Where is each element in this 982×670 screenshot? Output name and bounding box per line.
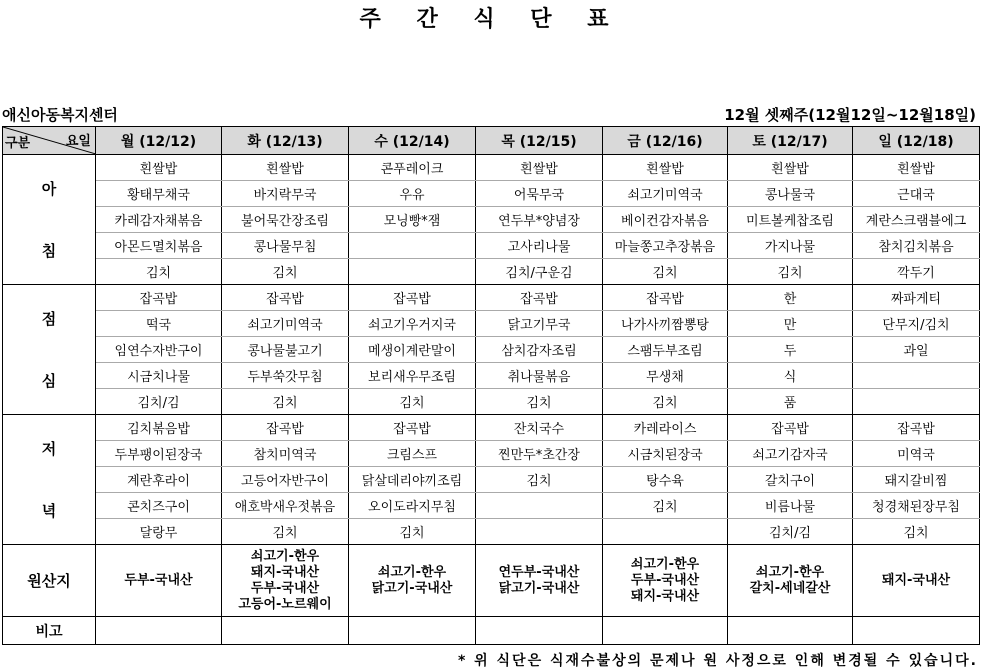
menu-item: 시금치된장국 <box>603 441 728 467</box>
day-header: 토 (12/17) <box>728 127 853 155</box>
menu-item: 콘푸레이크 <box>349 155 476 181</box>
menu-item: 김치/김 <box>728 519 853 545</box>
menu-item: 두 <box>728 337 853 363</box>
origin-cell <box>349 545 476 617</box>
menu-item: 잡곡밥 <box>728 415 853 441</box>
lunch-label <box>3 285 96 415</box>
menu-item: 두부쑥갓무침 <box>222 363 349 389</box>
menu-item: 쇠고기미역국 <box>603 181 728 207</box>
origin-row <box>3 545 980 617</box>
week-range: 12월 셋째주(12월12일~12월18일) <box>724 106 976 124</box>
menu-item <box>853 363 980 389</box>
dinner-row <box>3 519 980 545</box>
origin-line: 닭고기-국내산 <box>371 580 453 596</box>
lunch-row <box>3 311 980 337</box>
menu-item: 연두부*양념장 <box>476 207 603 233</box>
menu-item: 근대국 <box>853 181 980 207</box>
breakfast-row <box>3 233 980 259</box>
menu-item: 김치 <box>728 259 853 285</box>
dinner-label-top: 저 <box>41 439 57 458</box>
menu-item: 고등어자반구이 <box>222 467 349 493</box>
origin-line: 쇠고기-한우 <box>250 548 320 564</box>
note-cell <box>603 617 728 645</box>
menu-item: 카레감자채볶음 <box>96 207 222 233</box>
breakfast-row <box>3 259 980 285</box>
menu-item: 김치 <box>603 259 728 285</box>
menu-table <box>2 126 980 645</box>
origin-line: 쇠고기-한우 <box>755 564 825 580</box>
menu-item: 흰쌀밥 <box>96 155 222 181</box>
day-header: 목 (12/15) <box>476 127 603 155</box>
note-cell <box>222 617 349 645</box>
menu-item: 흰쌀밥 <box>222 155 349 181</box>
day-header: 일 (12/18) <box>853 127 980 155</box>
lunch-label-top: 점 <box>41 309 57 328</box>
menu-item: 김치/김 <box>96 389 222 415</box>
menu-item: 김치 <box>222 389 349 415</box>
menu-item: 김치 <box>349 519 476 545</box>
lunch-row <box>3 389 980 415</box>
menu-item: 계란스크램블에그 <box>853 207 980 233</box>
menu-item: 메생이계란말이 <box>349 337 476 363</box>
note-label: 비고 <box>3 617 96 645</box>
origin-line: 쇠고기-한우 <box>630 556 700 572</box>
menu-item: 잡곡밥 <box>603 285 728 311</box>
menu-item: 취나물볶음 <box>476 363 603 389</box>
menu-item: 황태무채국 <box>96 181 222 207</box>
dinner-label-bottom: 녁 <box>41 501 57 520</box>
menu-item: 잡곡밥 <box>96 285 222 311</box>
menu-item: 콩나물무침 <box>222 233 349 259</box>
menu-item: 잔치국수 <box>476 415 603 441</box>
header-row <box>3 127 980 155</box>
lunch-row <box>3 363 980 389</box>
menu-item: 스팸두부조림 <box>603 337 728 363</box>
menu-item: 짜파게티 <box>853 285 980 311</box>
origin-line: 돼지-국내산 <box>250 564 320 580</box>
menu-item: 김치 <box>853 519 980 545</box>
note-cell <box>476 617 603 645</box>
menu-item: 깍두기 <box>853 259 980 285</box>
day-header: 금 (12/16) <box>603 127 728 155</box>
origin-cell <box>476 545 603 617</box>
origin-line: 두부-국내산 <box>124 572 193 588</box>
menu-item: 식 <box>728 363 853 389</box>
menu-item: 미역국 <box>853 441 980 467</box>
menu-item: 참치미역국 <box>222 441 349 467</box>
menu-item: 어묵무국 <box>476 181 603 207</box>
origin-line: 쇠고기-한우 <box>377 564 447 580</box>
menu-item: 김치 <box>476 467 603 493</box>
page-title: 주 간 식 단 표 <box>359 7 623 32</box>
menu-item: 무생채 <box>603 363 728 389</box>
menu-item: 과일 <box>853 337 980 363</box>
origin-line: 고등어-노르웨이 <box>238 596 332 612</box>
menu-item: 콩나물국 <box>728 181 853 207</box>
breakfast-label <box>3 155 96 285</box>
menu-item: 김치볶음밥 <box>96 415 222 441</box>
origin-line: 연두부-국내산 <box>498 564 580 580</box>
menu-item: 바지락무국 <box>222 181 349 207</box>
corner-label-category: 구분 <box>5 136 31 151</box>
menu-item: 우유 <box>349 181 476 207</box>
menu-item <box>603 519 728 545</box>
dinner-row <box>3 415 980 441</box>
origin-cell <box>603 545 728 617</box>
menu-item: 김치/구운김 <box>476 259 603 285</box>
note-row <box>3 617 980 645</box>
menu-item: 김치 <box>349 389 476 415</box>
menu-item <box>476 519 603 545</box>
lunch-row <box>3 285 980 311</box>
menu-item: 품 <box>728 389 853 415</box>
origin-line: 갈치-세네갈산 <box>749 580 831 596</box>
menu-item <box>853 389 980 415</box>
menu-item: 김치 <box>603 493 728 519</box>
menu-item: 김치 <box>222 259 349 285</box>
note-cell <box>96 617 222 645</box>
note-cell <box>349 617 476 645</box>
menu-item: 김치 <box>222 519 349 545</box>
day-header: 수 (12/14) <box>349 127 476 155</box>
footnote: * 위 식단은 식재수불상의 문제나 원 사정으로 인해 변경될 수 있습니다. <box>457 653 978 669</box>
menu-item: 잡곡밥 <box>222 285 349 311</box>
menu-item: 시금치나물 <box>96 363 222 389</box>
menu-item: 두부팽이된장국 <box>96 441 222 467</box>
menu-item: 크림스프 <box>349 441 476 467</box>
menu-item: 김치 <box>96 259 222 285</box>
breakfast-label-bottom: 침 <box>41 241 57 260</box>
dinner-row <box>3 441 980 467</box>
menu-item: 베이컨감자볶음 <box>603 207 728 233</box>
origin-line: 돼지-국내산 <box>881 572 951 588</box>
menu-item: 불어묵간장조림 <box>222 207 349 233</box>
menu-item: 미트볼케찹조림 <box>728 207 853 233</box>
menu-item: 닭살데리야끼조림 <box>349 467 476 493</box>
menu-item: 나가사끼짬뽕탕 <box>603 311 728 337</box>
breakfast-row <box>3 207 980 233</box>
menu-item: 달랑무 <box>96 519 222 545</box>
menu-item: 쇠고기미역국 <box>222 311 349 337</box>
menu-item: 콘치즈구이 <box>96 493 222 519</box>
dinner-row <box>3 467 980 493</box>
menu-item: 임연수자반구이 <box>96 337 222 363</box>
menu-item: 모닝빵*잼 <box>349 207 476 233</box>
corner-label-day: 요일 <box>65 134 91 149</box>
menu-item: 콩나물불고기 <box>222 337 349 363</box>
menu-item: 쇠고기우거지국 <box>349 311 476 337</box>
breakfast-row <box>3 181 980 207</box>
menu-item: 탕수육 <box>603 467 728 493</box>
menu-item: 보리새우무조림 <box>349 363 476 389</box>
menu-item: 떡국 <box>96 311 222 337</box>
menu-item: 오이도라지무침 <box>349 493 476 519</box>
origin-label: 원산지 <box>3 545 96 617</box>
menu-item: 찐만두*초간장 <box>476 441 603 467</box>
lunch-row <box>3 337 980 363</box>
menu-item: 흰쌀밥 <box>603 155 728 181</box>
menu-item: 참치김치볶음 <box>853 233 980 259</box>
menu-item: 닭고기무국 <box>476 311 603 337</box>
breakfast-label-top: 아 <box>41 179 57 198</box>
origin-line: 두부-국내산 <box>630 572 700 588</box>
menu-item: 아몬드멸치볶음 <box>96 233 222 259</box>
menu-item: 쇠고기감자국 <box>728 441 853 467</box>
menu-item: 고사리나물 <box>476 233 603 259</box>
menu-item: 삼치감자조림 <box>476 337 603 363</box>
corner-header <box>3 127 96 155</box>
menu-item: 한 <box>728 285 853 311</box>
menu-item: 잡곡밥 <box>476 285 603 311</box>
origin-cell <box>728 545 853 617</box>
menu-item: 비름나물 <box>728 493 853 519</box>
origin-line: 돼지-국내산 <box>630 588 700 604</box>
origin-line: 닭고기-국내산 <box>498 580 580 596</box>
menu-item <box>349 233 476 259</box>
dinner-row <box>3 493 980 519</box>
menu-item: 흰쌀밥 <box>728 155 853 181</box>
lunch-label-bottom: 심 <box>41 371 57 390</box>
dinner-label <box>3 415 96 545</box>
menu-item: 김치 <box>603 389 728 415</box>
breakfast-row <box>3 155 980 181</box>
menu-item: 잡곡밥 <box>349 285 476 311</box>
menu-item <box>349 259 476 285</box>
day-header: 화 (12/13) <box>222 127 349 155</box>
menu-item: 애호박새우젓볶음 <box>222 493 349 519</box>
origin-line: 두부-국내산 <box>250 580 320 596</box>
menu-item: 가지나물 <box>728 233 853 259</box>
menu-item: 흰쌀밥 <box>476 155 603 181</box>
menu-item: 단무지/김치 <box>853 311 980 337</box>
menu-item: 돼지갈비찜 <box>853 467 980 493</box>
menu-item <box>476 493 603 519</box>
note-cell <box>728 617 853 645</box>
menu-item: 김치 <box>476 389 603 415</box>
menu-item: 마늘쫑고추장볶음 <box>603 233 728 259</box>
menu-item: 카레라이스 <box>603 415 728 441</box>
menu-item: 잡곡밥 <box>349 415 476 441</box>
origin-cell <box>96 545 222 617</box>
day-header: 월 (12/12) <box>96 127 222 155</box>
note-cell <box>853 617 980 645</box>
menu-item: 만 <box>728 311 853 337</box>
menu-item: 잡곡밥 <box>853 415 980 441</box>
menu-item: 계란후라이 <box>96 467 222 493</box>
organization-name: 애신아동복지센터 <box>2 106 118 124</box>
menu-item: 청경채된장무침 <box>853 493 980 519</box>
origin-cell <box>222 545 349 617</box>
menu-item: 잡곡밥 <box>222 415 349 441</box>
origin-cell <box>853 545 980 617</box>
menu-item: 갈치구이 <box>728 467 853 493</box>
menu-item: 흰쌀밥 <box>853 155 980 181</box>
